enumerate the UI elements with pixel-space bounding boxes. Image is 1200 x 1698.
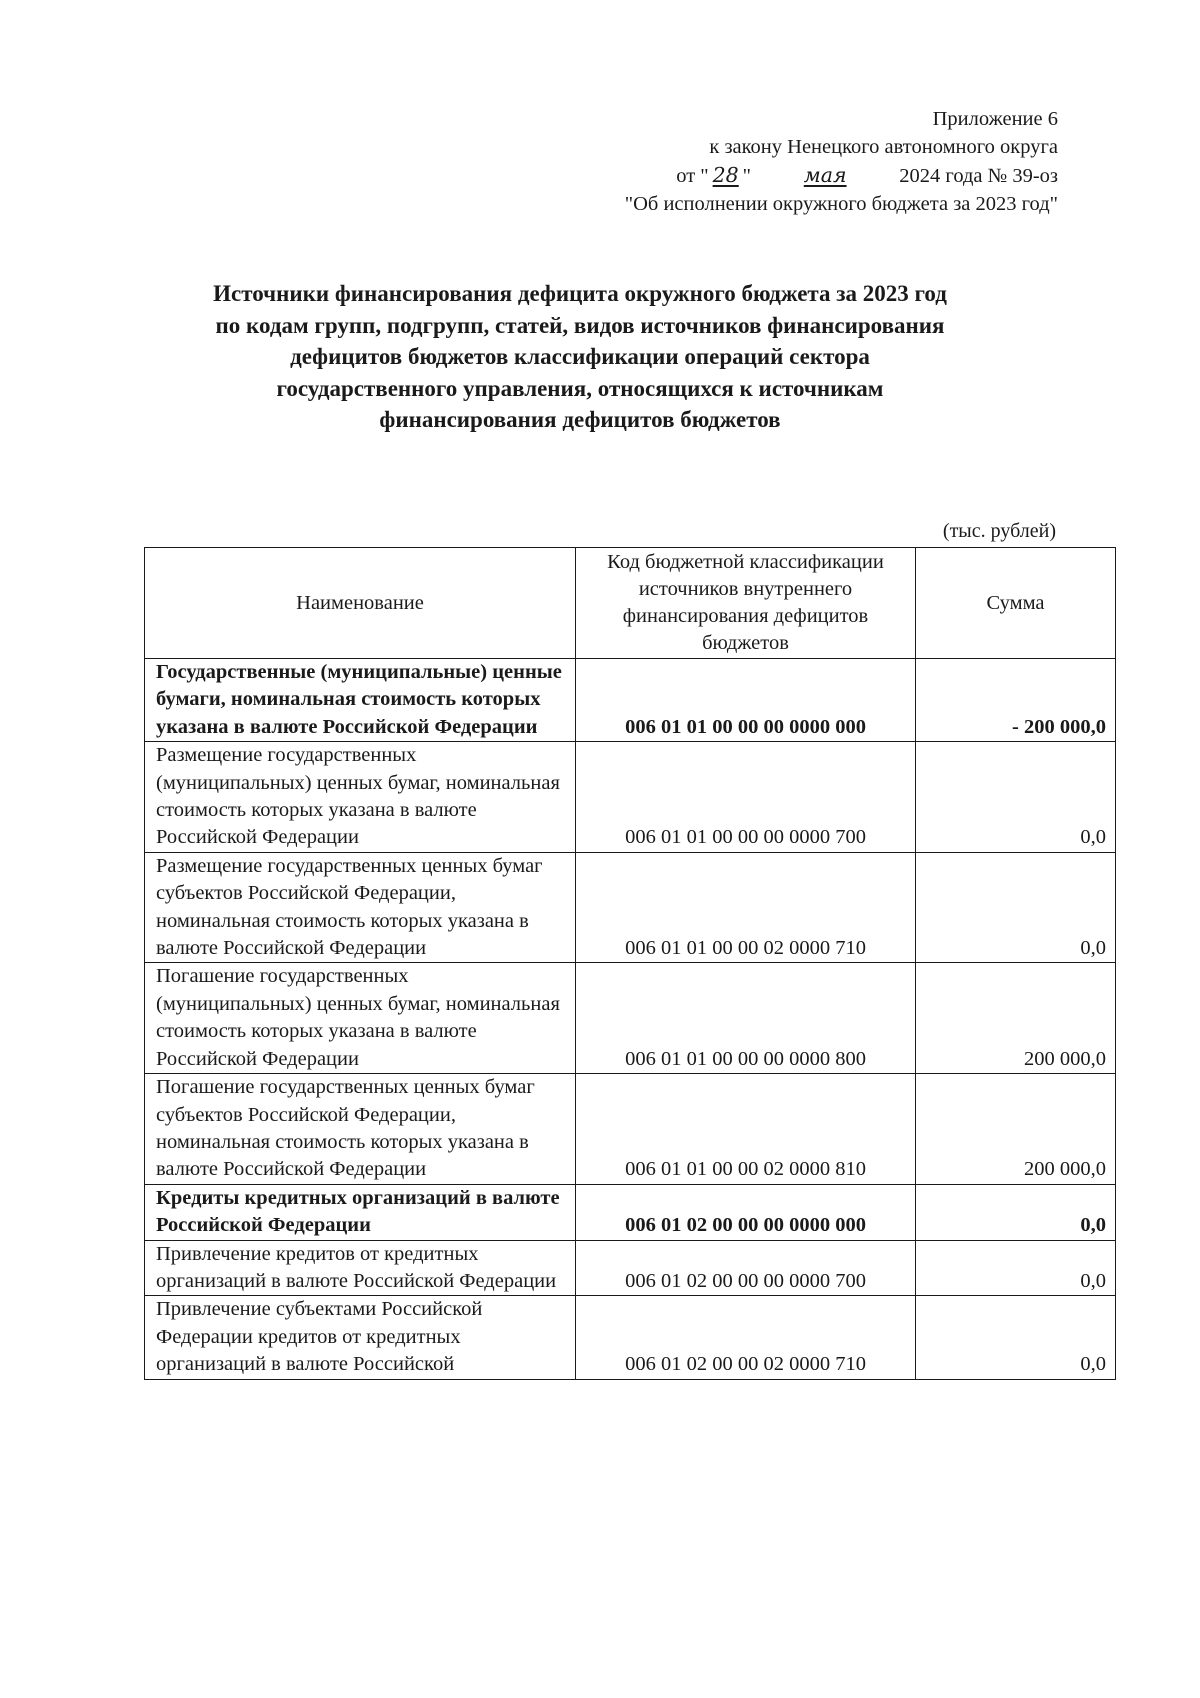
title-line: финансирования дефицитов бюджетов <box>379 407 781 432</box>
units-label: (тыс. рублей) <box>942 520 1056 542</box>
title-line: по кодам групп, подгрупп, статей, видов источников финансирования <box>215 312 945 338</box>
appendix-block <box>338 105 1058 218</box>
title-line: дефицитов бюджетов классификации операций сектора <box>290 344 870 369</box>
row-code: 006 01 02 00 00 02 0000 710 <box>576 1296 916 1379</box>
header-code: Код бюджетной классификации источников внутреннего финансирования дефицитов бюджетов <box>576 548 916 659</box>
row-code: 006 01 02 00 00 00 0000 000 <box>576 1184 916 1240</box>
row-code: 006 01 01 00 00 00 0000 000 <box>576 659 916 742</box>
row-name: Размещение государственных ценных бумаг субъектов Российской Федерации, номинальная стоимость которых указана в валюте Российской Федерации <box>145 852 576 963</box>
header-sum: Сумма <box>916 548 1116 659</box>
row-name: Размещение государственных (муниципальных) ценных бумаг, номинальная стоимость которых указана в валюте Российской Федерации <box>145 742 576 853</box>
title-line: государственного управления, относящихся к источникам <box>276 375 884 401</box>
date-prefix: от " <box>676 165 709 187</box>
row-name: Погашение государственных ценных бумаг субъектов Российской Федерации, номинальная стоимость которых указана в валюте Российской Федерации <box>145 1074 576 1185</box>
row-code: 006 01 01 00 00 02 0000 710 <box>576 852 916 963</box>
row-code: 006 01 01 00 00 00 0000 800 <box>576 963 916 1074</box>
appendix-label: Приложение 6 <box>932 108 1058 130</box>
header-name: Наименование <box>145 548 576 659</box>
handwritten-day: 28 <box>712 163 739 187</box>
row-name: Государственные (муниципальные) ценные бумаги, номинальная стоимость которых указана в валюте Российской Федерации <box>145 659 576 742</box>
table-row <box>145 1296 1116 1379</box>
table-row <box>145 1074 1116 1185</box>
row-code: 006 01 01 00 00 02 0000 810 <box>576 1074 916 1185</box>
row-sum: 0,0 <box>916 1296 1116 1379</box>
row-code: 006 01 02 00 00 00 0000 700 <box>576 1240 916 1296</box>
title-line: Источники финансирования дефицита окружного бюджета за 2023 год <box>213 281 947 306</box>
row-sum: - 200 000,0 <box>916 659 1116 742</box>
row-name: Кредиты кредитных организаций в валюте Российской Федерации <box>145 1184 576 1240</box>
row-name: Привлечение субъектами Российской Федерации кредитов от кредитных организаций в валюте Российской <box>145 1296 576 1379</box>
row-name: Погашение государственных (муниципальных) ценных бумаг, номинальная стоимость которых указана в валюте Российской Федерации <box>145 963 576 1074</box>
table-row <box>145 963 1116 1074</box>
table-header-row <box>145 548 1116 659</box>
row-sum: 0,0 <box>916 1184 1116 1240</box>
financing-sources-table <box>144 547 1116 1380</box>
row-name: Привлечение кредитов от кредитных организаций в валюте Российской Федерации <box>145 1240 576 1296</box>
date-suffix: 2024 года № 39-оз <box>899 165 1058 187</box>
table-row <box>145 852 1116 963</box>
row-sum: 0,0 <box>916 742 1116 853</box>
row-sum: 200 000,0 <box>916 963 1116 1074</box>
row-sum: 200 000,0 <box>916 1074 1116 1185</box>
row-sum: 0,0 <box>916 852 1116 963</box>
table-row <box>145 1240 1116 1296</box>
law-reference: к закону Ненецкого автономного округа <box>709 136 1058 158</box>
table-row <box>145 1184 1116 1240</box>
handwritten-month: мая <box>803 163 847 187</box>
date-quote: " <box>742 165 752 187</box>
row-code: 006 01 01 00 00 00 0000 700 <box>576 742 916 853</box>
table-row <box>145 659 1116 742</box>
table-row <box>145 742 1116 853</box>
document-title <box>120 278 1040 436</box>
law-title: "Об исполнении окружного бюджета за 2023 год" <box>624 193 1058 215</box>
law-date-line <box>338 161 1058 190</box>
row-sum: 0,0 <box>916 1240 1116 1296</box>
